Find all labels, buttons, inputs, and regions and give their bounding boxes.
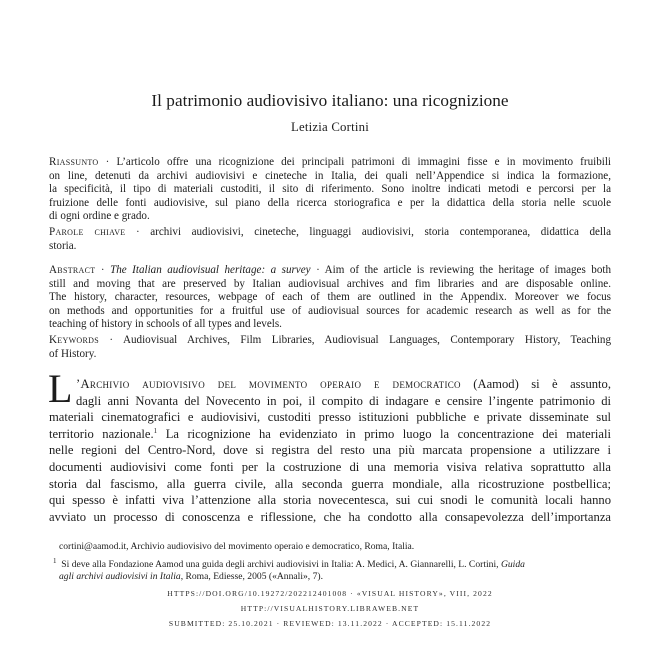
keywords-label: Keywords bbox=[49, 334, 99, 346]
body-line: dagli anni Novanta del Novecento in poi, il compito di indagare e censire l’ingente patrimonio di bbox=[76, 393, 611, 408]
footnote-1-marker: 1 bbox=[53, 556, 57, 565]
body-line: materiali cinematografici e audiovisivi, custoditi presso istituzioni pubbliche e private disseminate sul bbox=[49, 410, 611, 425]
article-author: Letizia Cortini bbox=[291, 120, 369, 134]
riassunto-line: di ogni ordine e grado. bbox=[49, 210, 150, 222]
parole-chiave-section bbox=[49, 226, 611, 253]
abstract-section bbox=[49, 264, 611, 332]
abstract-line: The history, character, resources, webpage of each of them are outlined in the Appendix. Moreover we focus bbox=[49, 291, 611, 303]
abstract-line: on methods and opportunities for a fruitful use of audiovisual sources for academic research as well as for the bbox=[49, 304, 611, 317]
article-title: Il patrimonio audiovisivo italiano: una ricognizione bbox=[151, 91, 509, 110]
riassunto-line: la specificità, il tipo di materiali custoditi, il sito di riferimento. Sono inoltre indicati metodi e percorsi per la bbox=[49, 183, 611, 195]
footnote-marker[interactable]: 1 bbox=[153, 426, 158, 435]
footnote-1: $^1$ Si deve alla Fondazione Aamod una guida degli archivi audiovisivi in Italia: A. Medici, A. Giannarelli, L. Cortini, Guida bbox=[53, 556, 525, 570]
notes-section bbox=[49, 541, 611, 584]
abstract-line: still and moving that are preserved by Italian audiovisual archives and fim libraries and are disposable online. bbox=[49, 277, 611, 290]
body-line: documenti audiovisivi come fonti per la costruzione di una memoria visiva relativa soprattutto alla bbox=[49, 459, 611, 474]
riassunto-line: fruizione delle fonti audiovisive, sul piano della ricerca storiografica e per la didattica della storia nelle scuole bbox=[49, 196, 611, 209]
keywords-section bbox=[49, 334, 611, 361]
contact-note: cortini@aamod.it, Archivio audiovisivo del movimento operaio e democratico, Roma, Italia. bbox=[59, 541, 415, 552]
riassunto-section bbox=[49, 156, 611, 224]
body-line: avviato un processo di conoscenza e riflessione, che ha condotto alla consapevolezza dell’importanza bbox=[49, 509, 611, 524]
abstract-english-title: The Italian audiovisual heritage: a survey bbox=[110, 264, 311, 276]
footer-doi[interactable]: HTTPS://DOI.ORG/10.19272/202212401008 · «VISUAL HISTORY», VIII, 2022 bbox=[167, 589, 493, 598]
abstract-label: Abstract bbox=[49, 264, 96, 276]
footer-url[interactable]: HTTP://VISUALHISTORY.LIBRAWEB.NET bbox=[240, 604, 420, 613]
parole-chiave-line: storia. bbox=[49, 239, 77, 252]
body-line: qui spesso è infatti viva l’attenzione alla storia novecentesca, sui cui snodi le comunità locali hanno bbox=[49, 493, 611, 508]
body-opening-smallcaps: ’Archivio audiovisivo del movimento operaio e democratico bbox=[76, 377, 461, 391]
body-line: ’Archivio audiovisivo del movimento operaio e democratico (Aamod) si è assunto, bbox=[76, 377, 611, 391]
footer-dates: SUBMITTED: 25.10.2021 · REVIEWED: 13.11.2022 · ACCEPTED: 15.11.2022 bbox=[168, 619, 492, 628]
riassunto-label: Riassunto bbox=[49, 156, 99, 168]
abstract-line: Abstract · The Italian audiovisual heritage: a survey · Aim of the article is reviewing the heritage of images both bbox=[49, 264, 611, 276]
body-text bbox=[49, 376, 611, 525]
riassunto-line: on line, detenuti da archivi audiovisivi e cineteche in Italia, dei quali nell’Appendice si indica la formazione, bbox=[49, 169, 611, 182]
drop-cap: L bbox=[48, 366, 73, 411]
body-line: territorio nazionale.$^1$ La ricognizione ha evidenziato in primo luogo la concentrazione dei materiali bbox=[49, 426, 611, 441]
footnote-1-line2: agli archivi audiovisivi in Italia, Roma, Ediesse, 2005 («Annali», 7). bbox=[59, 571, 323, 582]
keywords-line: Keywords · Audiovisual Archives, Film Libraries, Audiovisual Languages, Contemporary History, Teaching bbox=[49, 334, 611, 346]
parole-chiave-line: Parole chiave · archivi audiovisivi, cineteche, linguaggi audiovisivi, storia contemporanea, didattica della bbox=[49, 226, 611, 238]
abstract-line: teaching of history in schools of all types and levels. bbox=[49, 318, 282, 330]
body-line: nelle regioni del Centro-Nord, dove si registra del resto una più marcata propensione a utilizzare i bbox=[49, 443, 611, 458]
keywords-line: of History. bbox=[49, 347, 97, 360]
riassunto-line: Riassunto · L’articolo offre una ricognizione dei principali patrimoni di immagini fisse e in movimento fruibili bbox=[49, 156, 611, 168]
body-line: storia dal fascismo, alla guerra civile, alla seconda guerra mondiale, alla ricostruzione postbellica; bbox=[49, 476, 611, 491]
parole-chiave-label: Parole chiave bbox=[49, 226, 126, 238]
